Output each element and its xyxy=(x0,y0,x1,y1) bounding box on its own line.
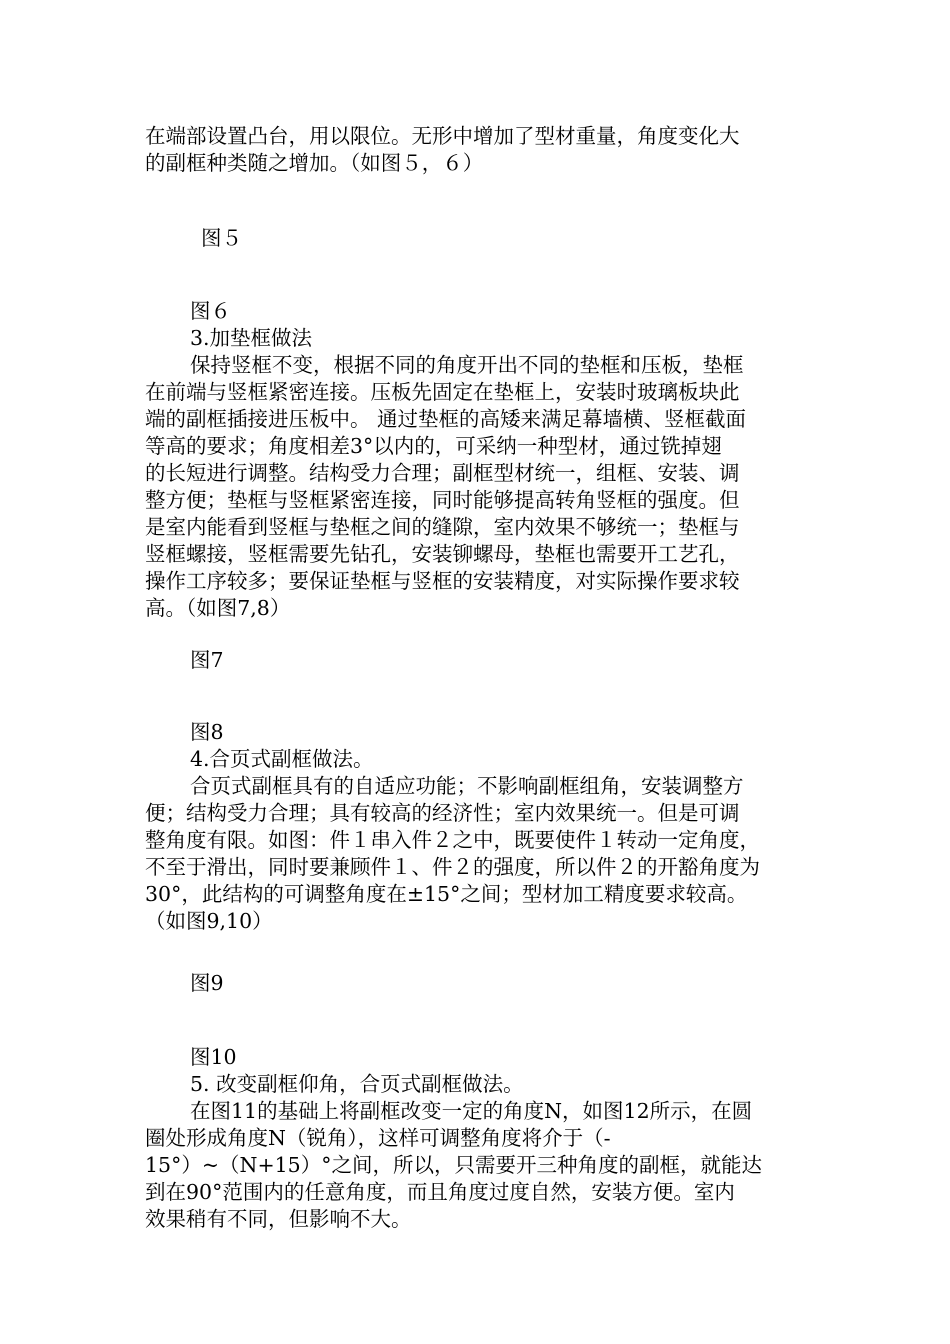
paragraph-line: 便；结构受力合理；具有较高的经济性；室内效果统一。但是可调 xyxy=(145,801,740,825)
figure-9-caption: 图9 xyxy=(190,971,224,995)
paragraph-line: 效果稍有不同，但影响不大。 xyxy=(145,1207,412,1231)
paragraph-line: 在前端与竖框紧密连接。压板先固定在垫框上，安装时玻璃板块此 xyxy=(145,380,740,404)
paragraph-line: 的副框种类随之增加。（如图５，６） xyxy=(145,151,484,175)
paragraph-line: 合页式副框具有的自适应功能；不影响副框组角，安装调整方 xyxy=(190,774,744,798)
paragraph-line: 30°，此结构的可调整角度在±15°之间；型材加工精度要求较高。 xyxy=(145,882,748,906)
paragraph-line: 不至于滑出，同时要兼顾件１、件２的强度，所以件２的开豁角度为 xyxy=(145,855,760,879)
section-3-heading: 3.加垫框做法 xyxy=(190,326,313,350)
paragraph-line: 的长短进行调整。结构受力合理；副框型材统一，组框、安装、调 xyxy=(145,461,740,485)
figure-8-caption: 图8 xyxy=(190,720,224,744)
figure-6-caption: 图６ xyxy=(190,299,231,323)
paragraph-line: 保持竖框不变，根据不同的角度开出不同的垫框和压板，垫框 xyxy=(190,353,744,377)
paragraph-line: 端的副框插接进压板中。 通过垫框的高矮来满足幕墙横、竖框截面 xyxy=(145,407,747,431)
figure-5-caption: 图５ xyxy=(201,226,242,250)
section-5-heading: 5. 改变副框仰角，合页式副框做法。 xyxy=(190,1072,524,1096)
paragraph-line: 在图11的基础上将副框改变一定的角度N，如图12所示，在圆 xyxy=(190,1099,753,1123)
paragraph-line: 竖框螺接，竖框需要先钻孔，安装铆螺母，垫框也需要开工艺孔， xyxy=(145,542,740,566)
figure-10-caption: 图10 xyxy=(190,1045,237,1069)
paragraph-line: 高。（如图7,8） xyxy=(145,596,291,620)
figure-7-caption: 图7 xyxy=(190,648,224,672)
paragraph-line: 15°）~（N+15）°之间，所以，只需要开三种角度的副框，就能达 xyxy=(145,1153,762,1177)
paragraph-line: （如图9,10） xyxy=(145,909,273,933)
paragraph-line: 在端部设置凸台，用以限位。无形中增加了型材重量，角度变化大 xyxy=(145,124,740,148)
paragraph-line: 等高的要求；角度相差3°以内的，可采纳一种型材，通过铣掉翅 xyxy=(145,434,722,458)
section-4-heading: 4.合页式副框做法。 xyxy=(190,747,374,771)
paragraph-line: 操作工序较多；要保证垫框与竖框的安装精度，对实际操作要求较 xyxy=(145,569,740,593)
paragraph-line: 整方便；垫框与竖框紧密连接，同时能够提高转角竖框的强度。但 xyxy=(145,488,740,512)
paragraph-line: 到在90°范围内的任意角度，而且角度过度自然，安装方便。室内 xyxy=(145,1180,735,1204)
paragraph-line: 圈处形成角度N（锐角），这样可调整角度将介于（- xyxy=(145,1126,611,1150)
paragraph-line: 是室内能看到竖框与垫框之间的缝隙，室内效果不够统一；垫框与 xyxy=(145,515,740,539)
paragraph-line: 整角度有限。如图：件１串入件２之中，既要使件１转动一定角度， xyxy=(145,828,760,852)
